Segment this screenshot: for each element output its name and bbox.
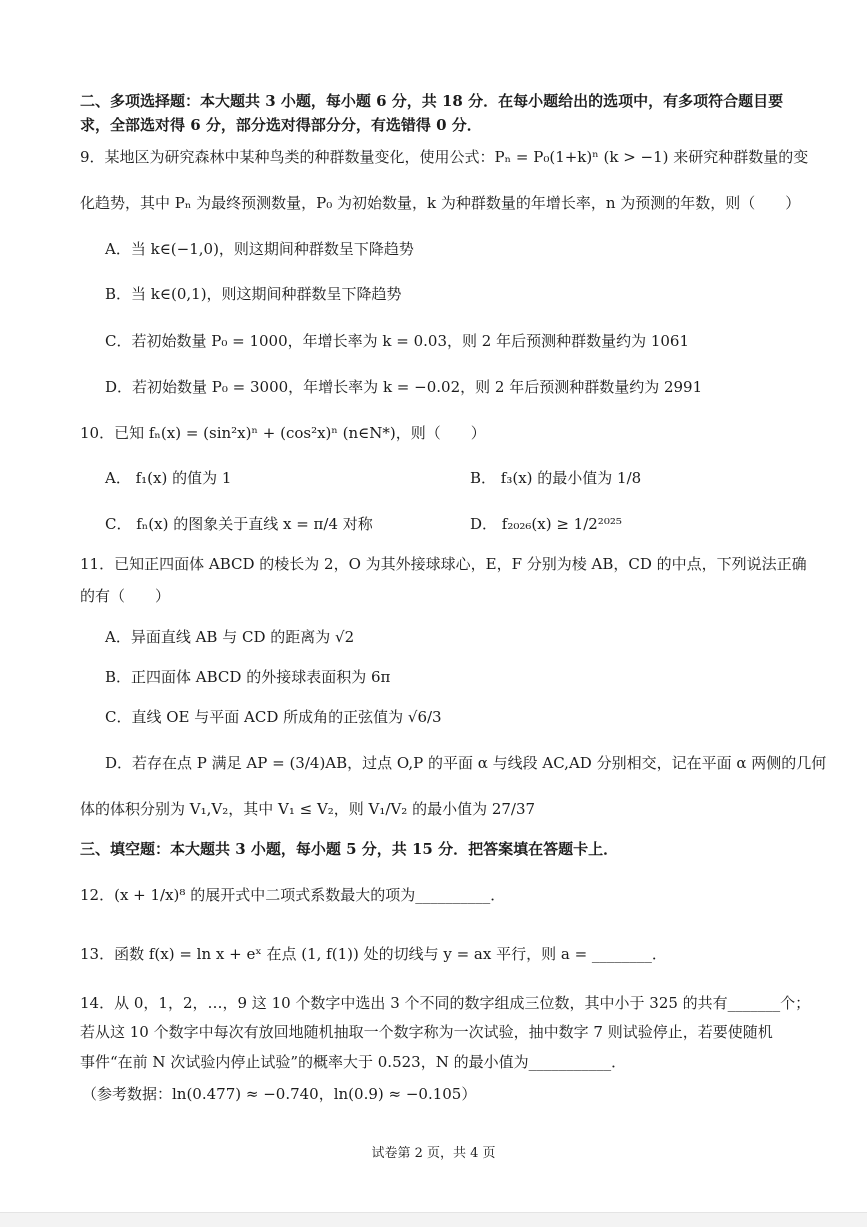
q9-option-a: A．当 k∈(−1,0)，则这期间种群数呈下降趋势 xyxy=(105,240,414,258)
q14-reference-data: （参考数据：ln(0.477) ≈ −0.740，ln(0.9) ≈ −0.105） xyxy=(82,1085,477,1103)
q13-stem: 13．函数 f(x) = ln x + eˣ 在点 (1, f(1)) 处的切线与 y = ax 平行，则 a = ________． xyxy=(80,945,667,963)
q10-option-a: A． f₁(x) 的值为 1 xyxy=(105,469,232,487)
q10-option-b: B． f₃(x) 的最小值为 1/8 xyxy=(470,469,642,487)
section3-heading: 三、填空题：本大题共 3 小题，每小题 5 分，共 15 分．把答案填在答题卡上． xyxy=(80,840,619,858)
q10-option-d: D． f₂₀₂₆(x) ≥ 1/2²⁰²⁵ xyxy=(470,515,622,533)
q11-option-d-line2: 体的体积分别为 V₁,V₂，其中 V₁ ≤ V₂，则 V₁/V₂ 的最小值为 27/37 xyxy=(80,800,536,818)
q14-stem-line1: 14．从 0，1，2，…，9 这 10 个数字中选出 3 个不同的数字组成三位数，其中小于 325 的共有_______个； xyxy=(80,994,811,1012)
q11-option-c: C．直线 OE 与平面 ACD 所成角的正弦值为 √6/3 xyxy=(105,708,442,726)
q12-stem: 12．(x + 1/x)⁸ 的展开式中二项式系数最大的项为__________． xyxy=(80,886,506,904)
q9-stem-line1: 9．某地区为研究森林中某种鸟类的种群数量变化，使用公式：Pₙ = P₀(1+k)ⁿ (k > −1) 来研究种群数量的变 xyxy=(80,148,809,166)
q9-option-d: D．若初始数量 P₀ = 3000，年增长率为 k = −0.02，则 2 年后预测种群数量约为 2991 xyxy=(105,378,703,396)
q9-option-c: C．若初始数量 P₀ = 1000，年增长率为 k = 0.03，则 2 年后预测种群数量约为 1061 xyxy=(105,332,690,350)
q11-option-a: A．异面直线 AB 与 CD 的距离为 √2 xyxy=(105,628,355,646)
section2-heading-line1: 二、多项选择题：本大题共 3 小题，每小题 6 分，共 18 分．在每小题给出的选项中，有多项符合题目要 xyxy=(80,92,784,110)
q9-option-b: B．当 k∈(0,1)，则这期间种群数呈下降趋势 xyxy=(105,285,402,303)
q11-stem-line1: 11．已知正四面体 ABCD 的棱长为 2，O 为其外接球球心，E，F 分别为棱 AB，CD 的中点，下列说法正确 xyxy=(80,555,807,573)
q14-stem-line3: 事件“在前 N 次试验内停止试验”的概率大于 0.523，N 的最小值为___________． xyxy=(80,1053,627,1071)
q10-stem: 10．已知 fₙ(x) = (sin²x)ⁿ + (cos²x)ⁿ (n∈N*)，则（ ） xyxy=(80,424,486,442)
q10-option-c: C． fₙ(x) 的图象关于直线 x = π/4 对称 xyxy=(105,515,373,533)
q9-stem-line2: 化趋势，其中 Pₙ 为最终预测数量，P₀ 为初始数量，k 为种群数量的年增长率，n 为预测的年数，则（ ） xyxy=(80,194,801,212)
page-footer: 试卷第 2 页，共 4 页 xyxy=(371,1146,496,1161)
q11-stem-line2: 的有（ ） xyxy=(80,587,171,605)
q11-option-b: B．正四面体 ABCD 的外接球表面积为 6π xyxy=(105,668,391,686)
q14-stem-line2: 若从这 10 个数字中每次有放回地随机抽取一个数字称为一次试验，抽中数字 7 则试验停止，若要使随机 xyxy=(80,1023,773,1041)
q11-option-d-line1: D．若存在点 P 满足 AP = (3/4)AB，过点 O,P 的平面 α 与线段 AC,AD 分别相交，记在平面 α 两侧的几何 xyxy=(105,754,827,772)
section2-heading-line2: 求，全部选对得 6 分，部分选对得部分分，有选错得 0 分． xyxy=(80,116,482,134)
bottom-edge-strip xyxy=(0,1212,867,1227)
